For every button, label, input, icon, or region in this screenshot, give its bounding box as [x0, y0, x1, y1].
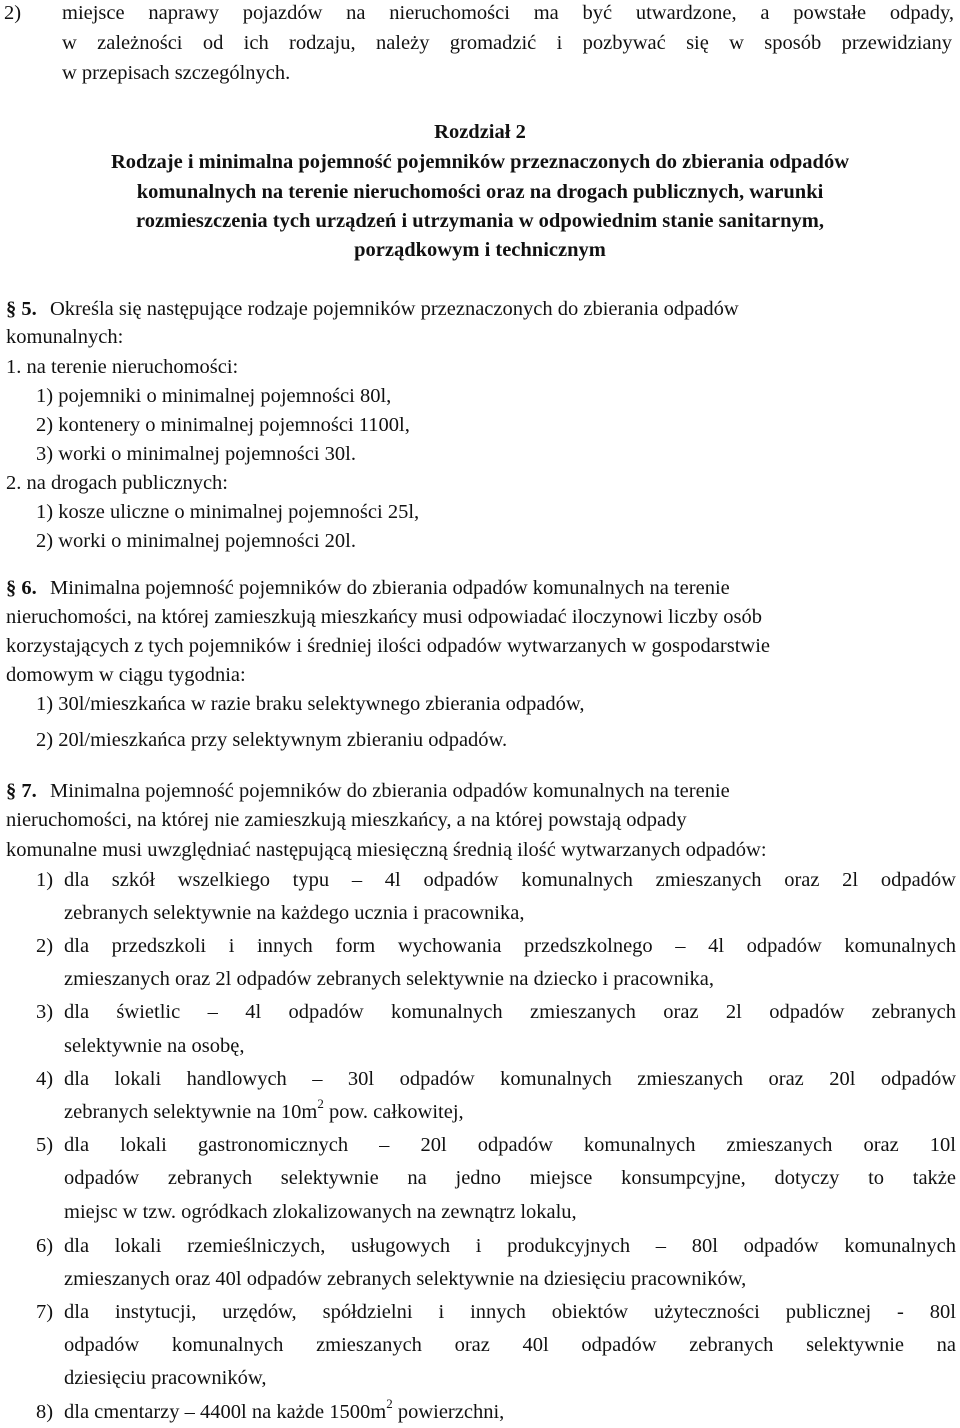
paragraph-line: Określa się następujące rodzaje pojemników przeznaczonych do zbierania odpadów	[50, 298, 739, 320]
text-fragment: pow. całkowitej,	[323, 1101, 464, 1123]
section-label: § 6.	[6, 577, 37, 599]
list-item-number: 2)	[36, 935, 54, 957]
list-item: 3) worki o minimalnej pojemności 30l.	[36, 443, 356, 465]
list-item-text: selektywnie na osobę,	[64, 1035, 245, 1057]
list-item-text: dla lokali handlowych – 30l odpadów komunalnych zmieszanych oraz 20l odpadów	[64, 1068, 956, 1090]
paragraph-line: komunalnych:	[6, 326, 124, 348]
list-item-text: dla przedszkoli i innych form wychowania przedszkolnego – 4l odpadów komunalnych	[64, 935, 956, 957]
text-fragment: dla cmentarzy – 4400l na każde 1500m	[64, 1401, 387, 1423]
paragraph-line: nieruchomości, na której nie zamieszkują mieszkańcy, a na której powstają odpady	[6, 809, 687, 831]
superscript: 2	[317, 1096, 324, 1112]
group-heading: 2. na drogach publicznych:	[6, 472, 229, 494]
list-item-text: zmieszanych oraz 2l odpadów zebranych selektywnie na dziecko i pracownika,	[64, 968, 715, 990]
list-item-number: 3)	[36, 1001, 54, 1023]
list-item-text: dla lokali rzemieślniczych, usługowych i produkcyjnych – 80l odpadów komunalnych	[64, 1235, 956, 1257]
list-item-text: odpadów komunalnych zmieszanych oraz 40l odpadów zebranych selektywnie na	[64, 1334, 956, 1356]
list-item-text: miejsce naprawy pojazdów na nieruchomości ma być utwardzone, a powstałe odpady,	[62, 2, 954, 24]
paragraph-line: komunalne musi uwzględniać następującą miesięczną średnią ilość wytwarzanych odpadów:	[6, 839, 767, 861]
superscript: 2	[386, 1396, 393, 1412]
list-item: 1) 30l/mieszkańca w razie braku selektywnego zbierania odpadów,	[36, 693, 585, 715]
paragraph-line: nieruchomości, na której zamieszkują mieszkańcy musi odpowiadać iloczynowi liczby osób	[6, 606, 762, 628]
list-item-text	[64, 1397, 504, 1427]
paragraph-line: korzystających z tych pojemników i średniej ilości odpadów wytwarzanych w gospodarstwie	[6, 635, 770, 657]
list-item-text: dla szkół wszelkiego typu – 4l odpadów komunalnych zmieszanych oraz 2l odpadów	[64, 869, 956, 891]
paragraph-line: Minimalna pojemność pojemników do zbierania odpadów komunalnych na terenie	[50, 577, 730, 599]
section-label: § 7.	[6, 780, 37, 802]
chapter-title-line: rozmieszczenia tych urządzeń i utrzymania w odpowiednim stanie sanitarnym,	[135, 210, 825, 232]
list-item-number: 7)	[36, 1301, 54, 1323]
section-label: § 5.	[6, 298, 37, 320]
list-item: 2) worki o minimalnej pojemności 20l.	[36, 530, 356, 552]
list-item-text: dla instytucji, urzędów, spółdzielni i innych obiektów użyteczności publicznej - 80l	[64, 1301, 956, 1323]
list-item-text: dla świetlic – 4l odpadów komunalnych zmieszanych oraz 2l odpadów zebranych	[64, 1001, 956, 1023]
list-item-text: dla lokali gastronomicznych – 20l odpadów komunalnych zmieszanych oraz 10l	[64, 1134, 956, 1156]
list-item-number: 8)	[36, 1401, 54, 1423]
list-item-text: zebranych selektywnie na każdego ucznia i pracownika,	[64, 902, 525, 924]
chapter-title-line: Rodzaje i minimalna pojemność pojemników przeznaczonych do zbierania odpadów	[111, 151, 849, 173]
list-item-number: 1)	[36, 869, 54, 891]
list-item: 1) pojemniki o minimalnej pojemności 80l,	[36, 385, 392, 407]
list-item-number: 2)	[4, 2, 22, 24]
list-item: 1) kosze uliczne o minimalnej pojemności 25l,	[36, 501, 420, 523]
chapter-number: Rozdział 2	[434, 121, 526, 143]
list-item-number: 6)	[36, 1235, 54, 1257]
list-item: 2) kontenery o minimalnej pojemności 1100l,	[36, 414, 410, 436]
text-fragment: powierzchni,	[392, 1401, 505, 1423]
list-item-text: zmieszanych oraz 40l odpadów zebranych selektywnie na dziesięciu pracowników,	[64, 1268, 747, 1290]
group-heading: 1. na terenie nieruchomości:	[6, 356, 239, 378]
paragraph-line: domowym w ciągu tygodnia:	[6, 664, 246, 686]
chapter-title-line: komunalnych na terenie nieruchomości oraz na drogach publicznych, warunki	[136, 181, 824, 203]
list-item-text: w przepisach szczególnych.	[62, 62, 291, 84]
list-item-number: 5)	[36, 1134, 54, 1156]
chapter-title-line: porządkowym i technicznym	[354, 239, 606, 261]
paragraph-line: Minimalna pojemność pojemników do zbierania odpadów komunalnych na terenie	[50, 780, 730, 802]
list-item-number: 4)	[36, 1068, 54, 1090]
list-item-text	[64, 1097, 464, 1127]
list-item-text: w zależności od ich rodzaju, należy gromadzić i pozbywać się w sposób przewidziany	[62, 32, 952, 54]
list-item: 2) 20l/mieszkańca przy selektywnym zbieraniu odpadów.	[36, 729, 508, 751]
list-item-text: miejsc w tzw. ogródkach zlokalizowanych na zewnątrz lokalu,	[64, 1201, 577, 1223]
list-item-text: odpadów zebranych selektywnie na jedno miejsce konsumpcyjne, dotyczy to także	[64, 1167, 956, 1189]
list-item-text: dziesięciu pracowników,	[64, 1367, 267, 1389]
text-fragment: zebranych selektywnie na 10m	[64, 1101, 318, 1123]
